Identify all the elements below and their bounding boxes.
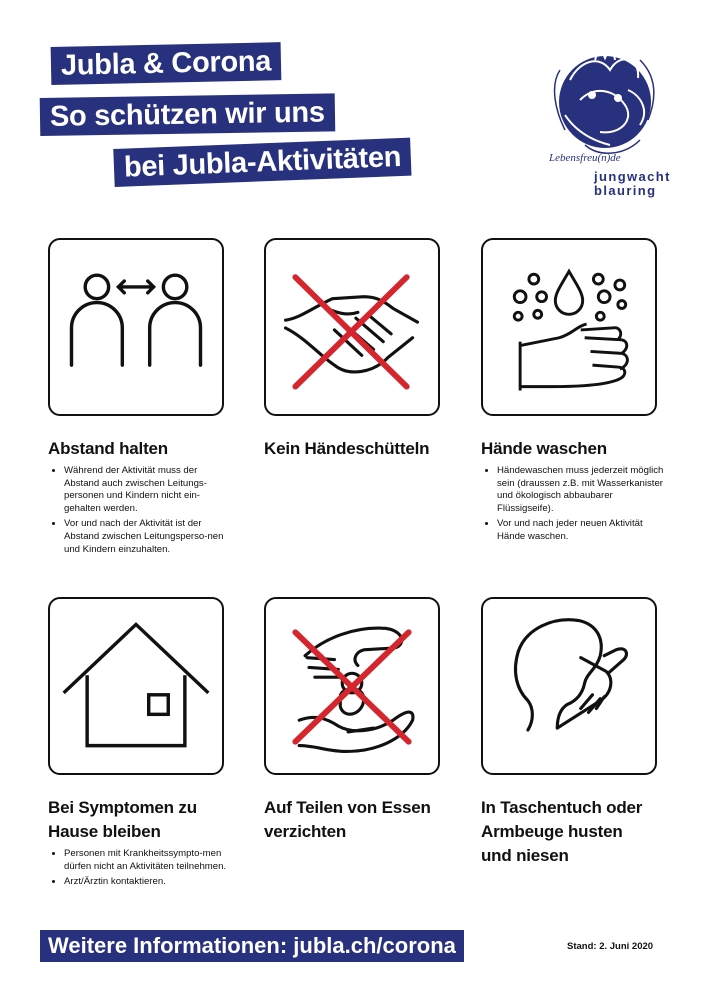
cough-elbow-icon bbox=[483, 599, 655, 773]
heading-no-handshake bbox=[264, 437, 464, 461]
logo-name bbox=[594, 170, 671, 198]
house-icon bbox=[50, 599, 222, 773]
heading-line: Abstand halten bbox=[48, 439, 168, 458]
heading-house bbox=[48, 796, 248, 844]
logo-name-line-2: blauring bbox=[594, 183, 657, 198]
no-handshake-icon bbox=[266, 240, 438, 414]
bullet-item: • Personen mit Krankheitssympto-men dürfen nicht an Aktivitäten teilnehmen. bbox=[64, 848, 234, 873]
bullet-item: • Händewaschen muss jederzeit möglich sein (draussen z.B. mit Wasserkanister und ökologisch abbaubarer Flüssigseife). bbox=[497, 465, 667, 515]
card-cough-elbow bbox=[481, 597, 657, 775]
bullet-item: • Arzt/Ärztin kontaktieren. bbox=[64, 876, 234, 889]
heading-line: Auf Teilen von Essen bbox=[264, 798, 431, 817]
card-no-handshake bbox=[264, 238, 440, 416]
logo-name-line-1: jungwacht bbox=[594, 169, 671, 184]
bullet-item: • Vor und nach der Aktivität ist der Abstand zwischen Leitungsperso-nen und Kindern einzuhalten. bbox=[64, 518, 234, 556]
hand-washing-icon bbox=[483, 240, 655, 414]
date-stamp: Stand: 2. Juni 2020 bbox=[567, 941, 654, 952]
heading-line: Kein Händeschütteln bbox=[264, 439, 430, 458]
title-line-2: So schützen wir uns bbox=[40, 93, 335, 136]
heading-cough-elbow bbox=[481, 796, 681, 868]
heading-line: Hände waschen bbox=[481, 439, 607, 458]
distance-icon bbox=[50, 240, 222, 414]
title-line-3: bei Jubla-Aktivitäten bbox=[113, 138, 412, 187]
heading-line: In Taschentuch oder bbox=[481, 798, 643, 817]
title-line-1: Jubla & Corona bbox=[51, 42, 282, 85]
card-house bbox=[48, 597, 224, 775]
bullet-item: • Während der Aktivität muss der Abstand auch zwischen Leitungs-personen und Kindern nicht ein-gehalten werden. bbox=[64, 465, 234, 515]
card-no-sharing-food bbox=[264, 597, 440, 775]
heading-hand-washing bbox=[481, 437, 681, 461]
heading-line: verzichten bbox=[264, 822, 347, 841]
bullets-hand-washing bbox=[481, 465, 667, 547]
heading-line: Bei Symptomen zu bbox=[48, 798, 197, 817]
heading-line: Armbeuge husten bbox=[481, 822, 623, 841]
more-info-link[interactable]: Weitere Informationen: jubla.ch/corona bbox=[40, 930, 464, 962]
heading-distance bbox=[48, 437, 248, 461]
bullet-item: • Vor und nach jeder neuen Aktivität Hände waschen. bbox=[497, 518, 667, 543]
no-sharing-food-icon bbox=[266, 599, 438, 773]
card-distance bbox=[48, 238, 224, 416]
logo-tagline: Lebensfreu(n)de bbox=[549, 152, 621, 164]
bullets-house bbox=[48, 848, 234, 892]
heading-no-sharing-food bbox=[264, 796, 464, 844]
bullets-distance bbox=[48, 465, 234, 559]
heading-line: und niesen bbox=[481, 846, 569, 865]
heading-line: Hause bleiben bbox=[48, 822, 161, 841]
card-hand-washing bbox=[481, 238, 657, 416]
